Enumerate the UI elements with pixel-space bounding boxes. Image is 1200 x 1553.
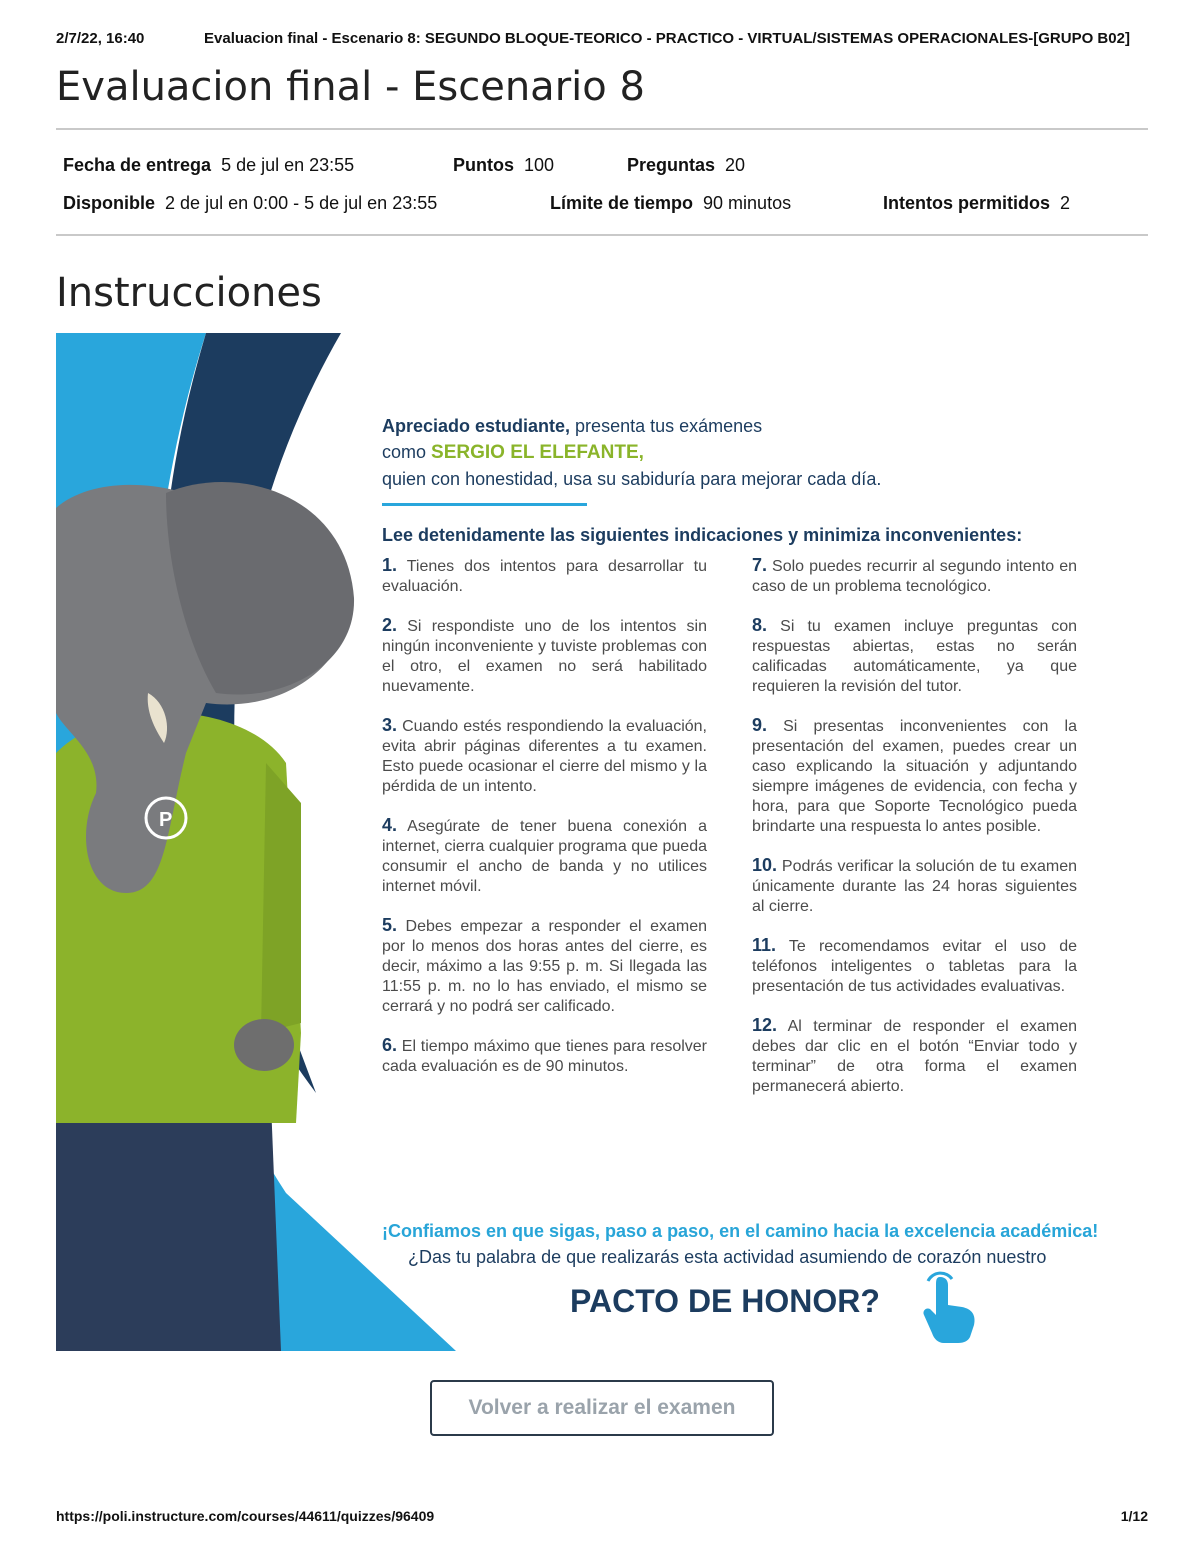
attempts-value: 2: [1060, 193, 1071, 213]
instruction-item: [382, 815, 707, 897]
instruction-text: Si tu examen incluye preguntas con respuestas abiertas, estas no serán calificadas automáticamente, ya que requieren la revisión del tutor.: [752, 618, 1077, 695]
instruction-item: [382, 1035, 707, 1077]
time-limit-label: Límite de tiempo: [550, 193, 694, 213]
instruction-item: [382, 715, 707, 797]
instruction-number: 12.: [752, 1015, 778, 1035]
retake-quiz-button[interactable]: Volver a realizar el examen: [430, 1380, 774, 1436]
instructions-list-right: [752, 555, 1077, 1115]
instruction-text: Al terminar de responder el examen debes dar clic en el botón “Enviar todo y terminar” de otra forma el examen permanecerá abierto.: [752, 1018, 1077, 1095]
instruction-item: [382, 555, 707, 597]
page-title: Evaluacion final - Escenario 8: [56, 64, 645, 110]
print-url: https://poli.instructure.com/courses/44611/quizzes/96409: [56, 1508, 435, 1524]
availability: [63, 193, 437, 214]
questions-label: Preguntas: [627, 155, 716, 175]
questions-value: 20: [725, 155, 746, 175]
instruction-item: [752, 715, 1077, 837]
instruction-text: Te recomendamos evitar el uso de teléfonos inteligentes o tabletas para la presentación de tus actividades evaluativas.: [752, 938, 1078, 995]
instruction-text: Asegúrate de tener buena conexión a internet, cierra cualquier programa que pueda consumir el ancho de banda y no utilices internet móvil.: [382, 818, 707, 895]
accent-underline: [382, 503, 587, 506]
honor-pact-title: PACTO DE HONOR?: [570, 1283, 880, 1319]
instruction-text: Tienes dos intentos para desarrollar tu evaluación.: [382, 558, 707, 595]
instruction-number: 2.: [382, 615, 398, 635]
instruction-item: [752, 1015, 1077, 1097]
instruction-item: [382, 615, 707, 697]
instruction-number: 1.: [382, 555, 398, 575]
intro-highlight: SERGIO EL ELEFANTE,: [431, 442, 644, 463]
instruction-number: 8.: [752, 615, 768, 635]
points: [453, 155, 554, 176]
instruction-item: [752, 615, 1077, 697]
print-page-number: 1/12: [1120, 1508, 1148, 1524]
instruction-text: Si respondiste uno de los intentos sin ningún inconveniente y tuviste problemas con el otro, el examen no será habilitado nuevamente.: [382, 618, 707, 695]
instruction-text: El tiempo máximo que tienes para resolver cada evaluación es de 90 minutos.: [382, 1038, 708, 1075]
due-label: Fecha de entrega: [63, 155, 212, 175]
attempts-label: Intentos permitidos: [883, 193, 1051, 213]
print-page-title: Evaluacion final - Escenario 8: SEGUNDO BLOQUE-TEORICO - PRACTICO - VIRTUAL/SISTEMAS OPERACIONALES-[GRUPO B02]: [204, 30, 1130, 47]
instruction-text: Si presentas inconvenientes con la presentación del examen, puedes crear un caso explicando la situación y adjuntando siempre imágenes de evidencia, con fecha y hora, para que Soporte Tecnológico pueda brindarte una respuesta lo antes posible.: [752, 718, 1078, 835]
instruction-text: Podrás verificar la solución de tu examen únicamente durante las 24 horas siguientes al cierre.: [752, 858, 1078, 915]
instruction-number: 11.: [752, 935, 777, 955]
instruction-item: [752, 855, 1077, 917]
intro-line3: quien con honestidad, usa su sabiduría para mejorar cada día.: [382, 469, 882, 489]
instruction-item: [752, 935, 1077, 997]
instructions-list-left: [382, 555, 707, 1095]
intro-greeting: Apreciado estudiante,: [382, 416, 571, 436]
instruction-number: 7.: [752, 555, 768, 575]
instruction-number: 4.: [382, 815, 398, 835]
questions: [627, 155, 745, 176]
print-date: 2/7/22, 16:40: [56, 30, 145, 47]
banner-intro: [382, 413, 881, 492]
instruction-number: 3.: [382, 715, 398, 735]
instructions-heading: Instrucciones: [56, 270, 322, 316]
instruction-item: [382, 915, 707, 1017]
intro-prefix: como: [382, 442, 432, 462]
pointing-hand-icon: [918, 1271, 982, 1343]
instruction-text: Debes empezar a responder el examen por lo menos dos horas antes del cierre, es decir, máximo a las 9:55 p. m. Si llegada las 11:55 p. m. no lo has enviado, el mismo se cerrará y no podrá ser calificado.: [382, 918, 707, 1015]
print-header: [56, 30, 1148, 50]
divider: [56, 234, 1148, 236]
divider: [56, 128, 1148, 130]
time-limit-value: 90 minutos: [703, 193, 792, 213]
points-label: Puntos: [453, 155, 514, 175]
due-value: 5 de jul en 23:55: [221, 155, 355, 175]
closing-line-2: ¿Das tu palabra de que realizarás esta actividad asumiendo de corazón nuestro: [408, 1247, 1047, 1267]
instructions-banner: [56, 333, 1147, 1351]
instruction-item: [752, 555, 1077, 597]
instruction-number: 10.: [752, 855, 778, 875]
instruction-number: 6.: [382, 1035, 398, 1055]
points-value: 100: [524, 155, 555, 175]
attempts-allowed: [883, 193, 1070, 214]
closing-line-1: ¡Confiamos en que sigas, paso a paso, en el camino hacia la excelencia académica!: [382, 1221, 1099, 1241]
intro-text: presenta tus exámenes: [570, 416, 763, 436]
banner-lead: Lee detenidamente las siguientes indicaciones y minimiza inconvenientes:: [382, 525, 1023, 545]
time-limit: [550, 193, 791, 214]
instruction-number: 9.: [752, 715, 768, 735]
instruction-text: Solo puedes recurrir al segundo intento en caso de un problema tecnológico.: [752, 558, 1078, 595]
due-date: [63, 155, 354, 176]
available-value: 2 de jul en 0:00 - 5 de jul en 23:55: [165, 193, 438, 213]
instruction-number: 5.: [382, 915, 398, 935]
instruction-text: Cuando estés respondiendo la evaluación, evita abrir páginas diferentes a tu examen. Esto puede ocasionar el cierre del mismo y la pérdida de un intento.: [382, 718, 708, 795]
svg-text:P: P: [159, 809, 173, 831]
available-label: Disponible: [63, 193, 156, 213]
